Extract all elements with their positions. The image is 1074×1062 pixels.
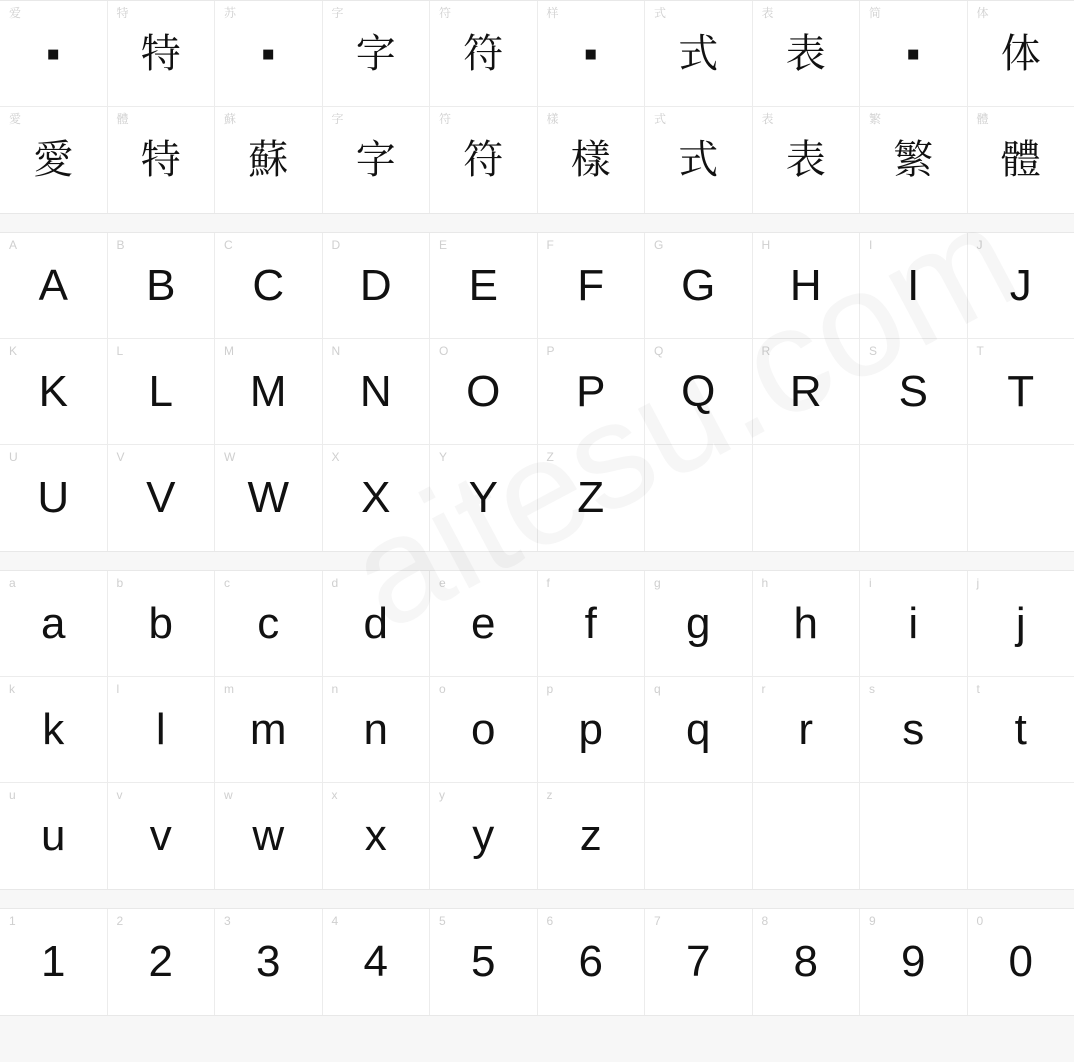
glyph-cell[interactable] bbox=[430, 445, 538, 551]
glyph-cell[interactable] bbox=[538, 677, 646, 783]
glyph-char: K bbox=[38, 366, 68, 416]
glyph-char: d bbox=[363, 598, 388, 648]
glyph-char: A bbox=[38, 260, 68, 310]
glyph-cell[interactable] bbox=[215, 677, 323, 783]
glyph-cell[interactable] bbox=[108, 909, 216, 1015]
glyph-char: 7 bbox=[686, 937, 711, 986]
glyph-char bbox=[968, 783, 1074, 889]
glyph-cell[interactable] bbox=[215, 445, 323, 551]
glyph-tag: a bbox=[9, 576, 16, 590]
glyph-tag: n bbox=[331, 682, 339, 696]
glyph-cell[interactable] bbox=[538, 571, 646, 677]
glyph-char: D bbox=[359, 260, 392, 310]
glyph-tag: 式 bbox=[654, 112, 667, 126]
glyph-cell[interactable] bbox=[108, 1, 216, 107]
glyph-cell[interactable] bbox=[0, 107, 108, 213]
glyph-char: 符 bbox=[463, 31, 504, 76]
glyph-cell[interactable] bbox=[0, 1, 108, 107]
glyph-char: e bbox=[471, 598, 496, 648]
glyph-tag: w bbox=[224, 788, 233, 802]
glyph-cell[interactable] bbox=[0, 445, 108, 551]
glyph-tag: b bbox=[116, 576, 124, 590]
glyph-cell[interactable] bbox=[0, 233, 108, 339]
block-spacer bbox=[0, 552, 1074, 570]
glyph-row bbox=[0, 783, 1074, 889]
glyph-char: E bbox=[468, 260, 498, 310]
glyph-char: w bbox=[252, 811, 285, 860]
glyph-char bbox=[645, 783, 752, 889]
glyph-char: 表 bbox=[785, 31, 826, 76]
glyph-tag: A bbox=[9, 238, 18, 252]
glyph-tag: y bbox=[439, 788, 445, 802]
block-spacer bbox=[0, 214, 1074, 232]
glyph-tag: e bbox=[439, 576, 446, 590]
glyph-tag: 9 bbox=[869, 914, 876, 928]
glyph-tag: 式 bbox=[654, 6, 667, 20]
glyph-tag: 4 bbox=[331, 914, 339, 928]
glyph-cell[interactable] bbox=[215, 1, 323, 107]
glyph-char: M bbox=[249, 366, 287, 416]
glyph-char: 體 bbox=[1000, 138, 1041, 182]
glyph-char: P bbox=[576, 366, 606, 416]
glyph-cell[interactable] bbox=[538, 445, 646, 551]
glyph-cell-empty bbox=[860, 783, 968, 889]
glyph-char: 8 bbox=[793, 937, 818, 986]
glyph-char bbox=[860, 783, 967, 889]
glyph-tag: 6 bbox=[546, 914, 554, 928]
glyph-char: F bbox=[577, 260, 605, 310]
glyph-tag: V bbox=[116, 450, 125, 464]
glyph-char: x bbox=[364, 811, 387, 860]
glyph-cell[interactable] bbox=[538, 107, 646, 213]
glyph-row bbox=[0, 677, 1074, 783]
glyph-char: i bbox=[908, 598, 919, 648]
glyph-char: n bbox=[363, 704, 388, 754]
glyph-cell[interactable] bbox=[323, 783, 431, 889]
glyph-char: 5 bbox=[471, 937, 496, 986]
glyph-cell[interactable] bbox=[323, 909, 431, 1015]
glyph-tag: 1 bbox=[9, 914, 16, 928]
glyph-tag: 繁 bbox=[869, 112, 882, 126]
glyph-tag: W bbox=[224, 450, 236, 464]
glyph-tag: 8 bbox=[761, 914, 769, 928]
glyph-cell[interactable] bbox=[538, 909, 646, 1015]
glyph-char: c bbox=[257, 598, 280, 648]
glyph-cell[interactable] bbox=[645, 1, 753, 107]
glyph-tag: Y bbox=[439, 450, 448, 464]
glyph-tag: 蘇 bbox=[224, 112, 237, 126]
glyph-char: u bbox=[41, 811, 66, 860]
glyph-char: 9 bbox=[901, 937, 926, 986]
glyph-char: q bbox=[686, 704, 711, 754]
glyph-tag: 0 bbox=[976, 914, 984, 928]
glyph-tag: P bbox=[546, 344, 555, 358]
glyph-char: 繁 bbox=[893, 138, 934, 182]
cjk-sample-block bbox=[0, 0, 1074, 214]
glyph-char: p bbox=[578, 704, 603, 754]
glyph-char: Y bbox=[468, 473, 498, 522]
glyph-char: t bbox=[1014, 704, 1027, 754]
glyph-tag: C bbox=[224, 238, 233, 252]
glyph-tag: h bbox=[761, 576, 769, 590]
glyph-row bbox=[0, 909, 1074, 1015]
glyph-char: 6 bbox=[578, 937, 603, 986]
glyph-cell[interactable] bbox=[108, 107, 216, 213]
digits-block bbox=[0, 908, 1074, 1016]
glyph-tag: 字 bbox=[331, 6, 344, 20]
glyph-char bbox=[968, 445, 1074, 551]
glyph-char: O bbox=[466, 366, 501, 416]
glyph-char: 蘇 bbox=[248, 138, 289, 182]
glyph-char: g bbox=[686, 598, 711, 648]
glyph-cell[interactable] bbox=[860, 1, 968, 107]
glyph-tag: 表 bbox=[761, 6, 774, 20]
glyph-char: y bbox=[472, 811, 495, 860]
glyph-cell[interactable] bbox=[538, 783, 646, 889]
glyph-tag: 樣 bbox=[546, 112, 559, 126]
glyph-cell[interactable] bbox=[108, 783, 216, 889]
glyph-char: a bbox=[41, 598, 66, 648]
glyph-char: 愛 bbox=[33, 138, 74, 182]
glyph-cell[interactable] bbox=[645, 233, 753, 339]
glyph-char: T bbox=[1007, 366, 1035, 416]
glyph-tag: 样 bbox=[546, 6, 559, 20]
glyph-char: f bbox=[584, 598, 597, 648]
glyph-tag: 符 bbox=[439, 112, 452, 126]
glyph-cell[interactable] bbox=[538, 233, 646, 339]
glyph-tag: B bbox=[116, 238, 125, 252]
glyph-tag: L bbox=[116, 344, 124, 358]
glyph-cell[interactable] bbox=[430, 233, 538, 339]
glyph-char: l bbox=[155, 704, 166, 754]
glyph-cell[interactable] bbox=[323, 1, 431, 107]
glyph-tag: 苏 bbox=[224, 6, 237, 20]
glyph-tag: Q bbox=[654, 344, 664, 358]
glyph-char: b bbox=[148, 598, 173, 648]
glyph-cell[interactable] bbox=[108, 339, 216, 445]
glyph-char: C bbox=[252, 260, 285, 310]
glyph-tag: r bbox=[761, 682, 766, 696]
glyph-cell[interactable] bbox=[323, 571, 431, 677]
glyph-char: ▪ bbox=[46, 31, 61, 76]
glyph-tag: k bbox=[9, 682, 15, 696]
glyph-tag: i bbox=[869, 576, 872, 590]
glyph-char: 表 bbox=[785, 138, 826, 182]
glyph-char: H bbox=[789, 260, 822, 310]
glyph-cell[interactable] bbox=[753, 677, 861, 783]
glyph-tag: 符 bbox=[439, 6, 452, 20]
glyph-char: ▪ bbox=[583, 31, 598, 76]
glyph-cell[interactable] bbox=[645, 339, 753, 445]
glyph-char: S bbox=[898, 366, 928, 416]
glyph-cell[interactable] bbox=[215, 107, 323, 213]
glyph-char: 特 bbox=[140, 138, 181, 182]
glyph-cell[interactable] bbox=[215, 909, 323, 1015]
glyph-cell[interactable] bbox=[108, 571, 216, 677]
glyph-char bbox=[753, 445, 860, 551]
glyph-cell[interactable] bbox=[430, 1, 538, 107]
glyph-char: W bbox=[247, 473, 290, 522]
glyph-tag: S bbox=[869, 344, 878, 358]
glyph-tag: 特 bbox=[116, 6, 129, 20]
glyph-cell-empty bbox=[645, 445, 753, 551]
glyph-cell[interactable] bbox=[323, 677, 431, 783]
glyph-cell[interactable] bbox=[323, 107, 431, 213]
glyph-cell[interactable] bbox=[430, 909, 538, 1015]
glyph-char: 特 bbox=[140, 31, 181, 76]
glyph-tag: 5 bbox=[439, 914, 446, 928]
glyph-tag: G bbox=[654, 238, 664, 252]
glyph-cell[interactable] bbox=[0, 677, 108, 783]
glyph-tag: U bbox=[9, 450, 18, 464]
glyph-cell[interactable] bbox=[645, 107, 753, 213]
glyph-tag: K bbox=[9, 344, 18, 358]
glyph-tag: O bbox=[439, 344, 449, 358]
glyph-cell[interactable] bbox=[753, 909, 861, 1015]
glyph-tag: 表 bbox=[761, 112, 774, 126]
glyph-cell[interactable] bbox=[323, 445, 431, 551]
glyph-cell[interactable] bbox=[108, 677, 216, 783]
glyph-cell[interactable] bbox=[860, 909, 968, 1015]
glyph-cell[interactable] bbox=[968, 571, 1074, 677]
glyph-cell[interactable] bbox=[215, 339, 323, 445]
glyph-cell-empty bbox=[968, 445, 1074, 551]
glyph-row bbox=[0, 233, 1074, 339]
glyph-char: 4 bbox=[363, 937, 388, 986]
block-spacer bbox=[0, 890, 1074, 908]
glyph-tag: 2 bbox=[116, 914, 124, 928]
glyph-char: 符 bbox=[463, 138, 504, 182]
glyph-cell[interactable] bbox=[968, 233, 1074, 339]
glyph-char: J bbox=[1009, 260, 1032, 310]
glyph-char: Q bbox=[681, 366, 716, 416]
glyph-tag: 3 bbox=[224, 914, 231, 928]
glyph-tag: N bbox=[331, 344, 341, 358]
glyph-char: 1 bbox=[41, 937, 66, 986]
glyph-cell[interactable] bbox=[753, 571, 861, 677]
glyph-tag: J bbox=[976, 238, 983, 252]
glyph-tag: 体 bbox=[976, 6, 989, 20]
glyph-char: m bbox=[249, 704, 287, 754]
glyph-cell[interactable] bbox=[645, 909, 753, 1015]
lowercase-block bbox=[0, 570, 1074, 890]
glyph-cell[interactable] bbox=[860, 677, 968, 783]
glyph-char: G bbox=[681, 260, 716, 310]
glyph-tag: s bbox=[869, 682, 875, 696]
glyph-char: k bbox=[42, 704, 65, 754]
glyph-cell[interactable] bbox=[860, 107, 968, 213]
glyph-tag: d bbox=[331, 576, 339, 590]
glyph-cell[interactable] bbox=[645, 677, 753, 783]
glyph-row bbox=[0, 1, 1074, 107]
glyph-tag: T bbox=[976, 344, 984, 358]
glyph-char bbox=[753, 783, 860, 889]
glyph-cell[interactable] bbox=[215, 233, 323, 339]
glyph-tag: z bbox=[546, 788, 553, 802]
glyph-cell[interactable] bbox=[430, 783, 538, 889]
glyph-char: 式 bbox=[678, 138, 719, 182]
glyph-cell-empty bbox=[753, 783, 861, 889]
glyph-cell-empty bbox=[645, 783, 753, 889]
glyph-char: s bbox=[902, 704, 925, 754]
glyph-tag: R bbox=[761, 344, 771, 358]
glyph-cell[interactable] bbox=[323, 233, 431, 339]
glyph-cell[interactable] bbox=[108, 233, 216, 339]
glyph-char: 式 bbox=[678, 31, 719, 76]
glyph-tag: 字 bbox=[331, 112, 344, 126]
glyph-cell[interactable] bbox=[430, 339, 538, 445]
glyph-tag: g bbox=[654, 576, 661, 590]
glyph-cell[interactable] bbox=[538, 1, 646, 107]
glyph-cell-empty bbox=[753, 445, 861, 551]
glyph-char: ▪ bbox=[906, 31, 921, 76]
glyph-char: z bbox=[579, 811, 602, 860]
glyph-char bbox=[860, 445, 967, 551]
glyph-char: 3 bbox=[256, 937, 281, 986]
glyph-tag: u bbox=[9, 788, 16, 802]
glyph-cell[interactable] bbox=[968, 909, 1074, 1015]
glyph-char: B bbox=[146, 260, 176, 310]
glyph-char: j bbox=[1015, 598, 1026, 648]
glyph-cell[interactable] bbox=[538, 339, 646, 445]
glyph-cell[interactable] bbox=[430, 107, 538, 213]
glyph-char: 字 bbox=[355, 138, 396, 182]
glyph-char: 字 bbox=[355, 31, 396, 76]
glyph-char: X bbox=[361, 473, 391, 522]
glyph-char: r bbox=[798, 704, 814, 754]
glyph-cell-empty bbox=[860, 445, 968, 551]
glyph-tag: D bbox=[331, 238, 341, 252]
glyph-cell[interactable] bbox=[860, 339, 968, 445]
glyph-cell[interactable] bbox=[215, 783, 323, 889]
glyph-char: 2 bbox=[148, 937, 173, 986]
glyph-tag: m bbox=[224, 682, 234, 696]
glyph-tag: 愛 bbox=[9, 112, 22, 126]
glyph-tag: 简 bbox=[869, 6, 882, 20]
glyph-char: R bbox=[789, 366, 822, 416]
glyph-tag: p bbox=[546, 682, 554, 696]
glyph-cell[interactable] bbox=[108, 445, 216, 551]
glyph-char: V bbox=[146, 473, 176, 522]
glyph-char: 樣 bbox=[570, 138, 611, 182]
glyph-cell[interactable] bbox=[430, 571, 538, 677]
glyph-cell[interactable] bbox=[753, 339, 861, 445]
glyph-tag: 體 bbox=[976, 112, 989, 126]
glyph-tag: I bbox=[869, 238, 873, 252]
glyph-cell[interactable] bbox=[0, 909, 108, 1015]
glyph-cell[interactable] bbox=[753, 1, 861, 107]
glyph-tag: c bbox=[224, 576, 230, 590]
glyph-row bbox=[0, 571, 1074, 677]
glyph-tag: q bbox=[654, 682, 661, 696]
glyph-cell[interactable] bbox=[968, 339, 1074, 445]
glyph-cell[interactable] bbox=[323, 339, 431, 445]
glyph-cell[interactable] bbox=[860, 571, 968, 677]
glyph-cell[interactable] bbox=[968, 677, 1074, 783]
glyph-cell[interactable] bbox=[215, 571, 323, 677]
glyph-tag: X bbox=[331, 450, 340, 464]
glyph-row bbox=[0, 107, 1074, 213]
uppercase-block bbox=[0, 232, 1074, 552]
glyph-tag: f bbox=[546, 576, 550, 590]
glyph-tag: H bbox=[761, 238, 771, 252]
glyph-cell[interactable] bbox=[968, 1, 1074, 107]
glyph-cell[interactable] bbox=[860, 233, 968, 339]
glyph-char: h bbox=[793, 598, 818, 648]
glyph-cell[interactable] bbox=[0, 571, 108, 677]
glyph-tag: 體 bbox=[116, 112, 129, 126]
glyph-char: o bbox=[471, 704, 496, 754]
glyph-cell[interactable] bbox=[0, 783, 108, 889]
glyph-tag: v bbox=[116, 788, 123, 802]
glyph-tag: Z bbox=[546, 450, 554, 464]
glyph-char: 0 bbox=[1008, 937, 1033, 986]
glyph-char: N bbox=[359, 366, 392, 416]
glyph-tag: l bbox=[116, 682, 120, 696]
glyph-tag: x bbox=[331, 788, 338, 802]
glyph-tag: E bbox=[439, 238, 448, 252]
glyph-cell[interactable] bbox=[430, 677, 538, 783]
glyph-tag: 7 bbox=[654, 914, 661, 928]
glyph-char: L bbox=[148, 366, 173, 416]
glyph-tag: F bbox=[546, 238, 554, 252]
glyph-char: U bbox=[37, 473, 70, 522]
glyph-cell[interactable] bbox=[0, 339, 108, 445]
glyph-tag: o bbox=[439, 682, 446, 696]
glyph-row bbox=[0, 339, 1074, 445]
glyph-char: 体 bbox=[1000, 31, 1041, 76]
glyph-tag: t bbox=[976, 682, 980, 696]
glyph-char: v bbox=[149, 811, 172, 860]
glyph-row bbox=[0, 445, 1074, 551]
glyph-char: Z bbox=[577, 473, 605, 522]
glyph-cell[interactable] bbox=[753, 233, 861, 339]
glyph-tag: j bbox=[976, 576, 980, 590]
glyph-cell[interactable] bbox=[753, 107, 861, 213]
glyph-cell-empty bbox=[968, 783, 1074, 889]
glyph-tag: 爱 bbox=[9, 6, 22, 20]
glyph-cell[interactable] bbox=[645, 571, 753, 677]
glyph-cell[interactable] bbox=[968, 107, 1074, 213]
glyph-char bbox=[645, 445, 752, 551]
glyph-char: I bbox=[907, 260, 920, 310]
glyph-tag: M bbox=[224, 344, 234, 358]
glyph-char: ▪ bbox=[261, 31, 276, 76]
